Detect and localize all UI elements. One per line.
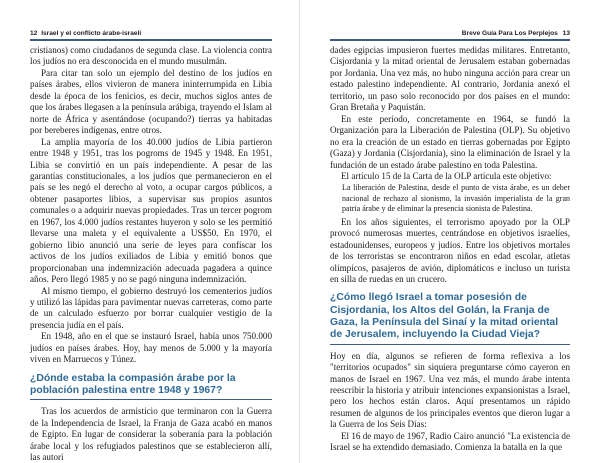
paragraph: Hoy en día, algunos se refieren de forma reflexiva a los "territorios ocupados" sin siquiera preguntarse cómo cayeron en manos de Israel en 1967. Una vez más, el mundo árabe intenta reescribir la historia y atribuir intenciones expansionistas a Israel, pero los hechos están claros. Aquí presentamos un rápido resumen de algunos de los principales eventos que dieron lugar a la Guerra de los Seis Días: bbox=[330, 350, 570, 430]
left-running-head bbox=[30, 30, 141, 37]
left-running-title: Israel y el conflicto árabe-israelí bbox=[41, 30, 142, 37]
olp-charter-quote: La liberación de Palestina, desde el punto de vista árabe, es un deber nacional de rechazo al sionismo, la invasión imperialista de la gran patria árabe y de eliminar la presencia sionista de Palestina. bbox=[342, 183, 570, 213]
paragraph: cristianos) como ciudadanos de segunda clase. La violencia contra los judíos no era desconocida en el mundo musulmán. bbox=[30, 45, 272, 67]
paragraph: dades egipcias impusieron fuertes medidas militares. Entretanto, Cisjordania y la mitad oriental de Jerusalem estaban gobernadas por Jordania. Una vez más, no hubo ninguna acción para crear un estado palestino independiente. Al contrario, Jordania anexó el territorio, un paso solo reconocido por dos países en el mundo: Gran Bretaña y Paquistán. bbox=[330, 45, 570, 113]
section-heading: ¿Dónde estaba la compasión árabe por la población palestina entre 1948 y 1967? bbox=[30, 373, 272, 401]
right-running-title: Breve Guía Para Los Perplejos bbox=[461, 30, 558, 37]
paragraph: Al mismo tiempo, el gobierno destruyó los cementerios judíos y utilizó las lápidas para pavimentar nuevas carreteras, como parte de un calculado esfuerzo por borrar cualquier vestigio de la presencia judía en el país. bbox=[30, 285, 272, 330]
right-page bbox=[300, 0, 600, 463]
left-header-rule bbox=[30, 39, 272, 41]
paragraph: La amplia mayoría de los 40.000 judíos de Libia partieron entre 1948 y 1951, tras los pogroms de 1945 y 1948. En 1951, Libia se convirtió en un país independiente. A pesar de las garantías constitucionales, a los judíos que permanecieron en el país se les negó el derecho al voto, a ocupar cargos públicos, a obtener pasaportes libios, a supervisar sus propios asuntos comunales o a adquirir nuevas propiedades. Tras un tercer pogrom en 1967, los 4.000 judíos restantes huyeron y solo se les permitió llevarse una maleta y el equivalente a US$50. En 1970, el gobierno libio anunció una serie de leyes para confiscar los activos de los judíos exiliados de Libia y emitió bonos que proporcionaban una indemnización adecuada pagadera a quince años. Pero llegó 1985 y no se pagó ninguna indemnización. bbox=[30, 136, 272, 285]
right-body-text bbox=[330, 45, 570, 454]
paragraph: El 16 de mayo de 1967, Radio Cairo anunció "La existencia de Israel se ha extendido demasiado. Comienza la batalla en la que bbox=[330, 430, 570, 453]
right-header-rule bbox=[330, 39, 570, 41]
right-page-number: 13 bbox=[562, 30, 570, 37]
paragraph: En 1948, año en el que se instauró Israel, había unos 750.000 judíos en países árabes. Hoy, hay menos de 5.000 y la mayoría viven en Marruecos y Túnez. bbox=[30, 331, 272, 365]
left-body-text bbox=[30, 45, 272, 463]
paragraph: En este período, concretamente en 1964, se fundó la Organización para la Liberación de Palestina (OLP). Su objetivo no era la creación de un estado en tierras gobernadas por Egipto (Gaza) y Jordania (Cisjordania), sino la eliminación de Israel y la fundación de un estado árabe palestino en toda Palestina. bbox=[330, 113, 570, 170]
paragraph: Para citar tan solo un ejemplo del destino de los judíos en países árabes, ellos vivieron de manera ininterrumpida en Libia desde la época de los fenicios, es decir, muchos siglos antes de que los árabes llegasen a la península arábiga, trayendo el Islam al norte de África y asentándose (ocupando?) tierras ya habitadas por bereberes indígenas, entre otros. bbox=[30, 67, 272, 136]
paragraph: En los años siguientes, el terrorismo apoyado por la OLP provocó numerosas muertes, centrándose en objetivos israelíes, estadounidenses, europeos y judíos. Entre los objetivos mortales de los terroristas se encontraron niños en edad escolar, atletas olímpicos, pasajeros de avión, diplomáticos e incluso un turista en silla de ruedas en un crucero. bbox=[330, 216, 570, 284]
section-heading: ¿Cómo llegó Israel a tomar posesión de Cisjordania, los Altos del Golán, la Franja de Gaza, la Península del Sinaí y la mitad oriental de Jerusalem, incluyendo la Ciudad Vieja? bbox=[330, 292, 570, 344]
right-running-head bbox=[462, 30, 570, 37]
paragraph: El artículo 15 de la Carta de la OLP articula este objetivo: bbox=[341, 170, 552, 181]
paragraph: Tras los acuerdos de armisticio que terminaron con la Guerra de la Independencia de Israel, la Franja de Gaza acabó en manos de Egipto. En lugar de considerar la soberanía para la población árabe local y los refugiados palestinos que se establecieron allí, las autori bbox=[30, 406, 272, 463]
left-page-number: 12 bbox=[30, 30, 38, 37]
